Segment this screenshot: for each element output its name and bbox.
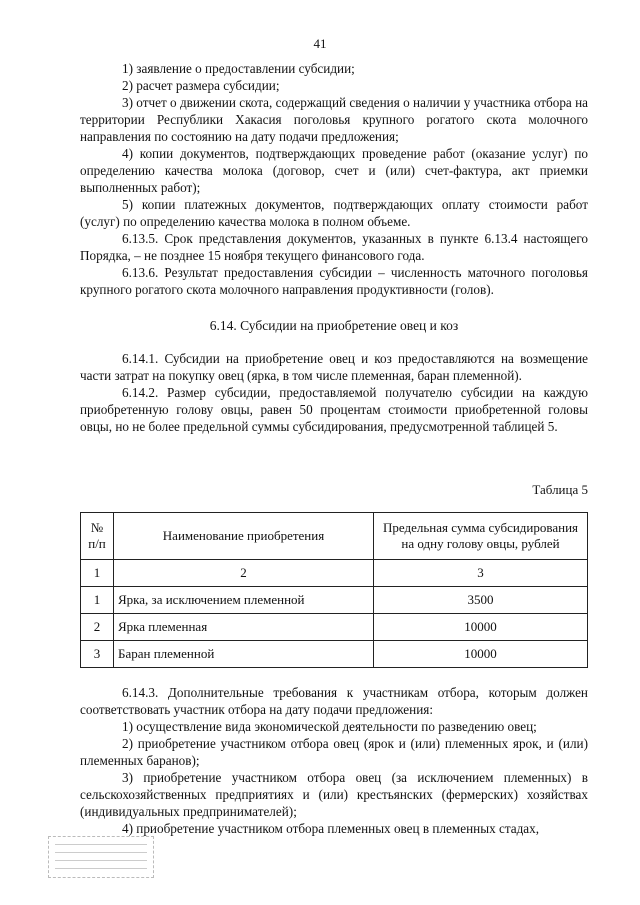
row-name: Ярка, за исключением племенной bbox=[114, 587, 374, 614]
list-item: 2) расчет размера субсидии; bbox=[122, 78, 280, 93]
row-name: Баран племенной bbox=[114, 641, 374, 668]
clause-6-13-6: 6.13.6. Результат предоставления субсидии – численность маточного поголовья крупного рогатого скота молочного направления продуктивности (голов). bbox=[80, 265, 588, 297]
clause-6-14-2: 6.14.2. Размер субсидии, предоставляемой получателю субсидии на каждую приобретенную голову овцы, равен 50 процентам стоимости приобретенной головы овцы, но не более предельной суммы субсидирования, предусмотренной таблицей 5. bbox=[80, 385, 588, 434]
table-header-row bbox=[81, 513, 588, 560]
faint-stamp bbox=[48, 836, 154, 878]
header-amount: Предельная сумма субсидирования на одну голову овцы, рублей bbox=[374, 513, 588, 560]
list-item: 5) копии платежных документов, подтверждающих оплату стоимости работ (услуг) по определению качества молока в полном объеме. bbox=[80, 197, 588, 229]
section-body bbox=[80, 350, 588, 435]
list-item: 4) копии документов, подтверждающих проведение работ (оказание услуг) по определению качества молока (договор, счет и (или) счет-фактура, акт приемки выполненных работ); bbox=[80, 146, 588, 195]
row-amount: 3500 bbox=[374, 587, 588, 614]
list-item: 1) осуществление вида экономической деятельности по разведению овец; bbox=[122, 719, 537, 734]
column-number: 2 bbox=[114, 560, 374, 587]
column-number: 1 bbox=[81, 560, 114, 587]
header-name: Наименование приобретения bbox=[114, 513, 374, 560]
list-item: 3) отчет о движении скота, содержащий сведения о наличии у участника отбора на территории Республики Хакасия поголовья крупного рогатого скота молочного направления по состоянию на дату подачи предложения; bbox=[80, 95, 588, 144]
clause-6-13-5: 6.13.5. Срок представления документов, указанных в пункте 6.13.4 настоящего Порядка, – не позднее 15 ноября текущего финансового года. bbox=[80, 231, 588, 263]
additional-requirements bbox=[80, 684, 588, 837]
table-column-numbers bbox=[81, 560, 588, 587]
row-number: 2 bbox=[81, 614, 114, 641]
row-amount: 10000 bbox=[374, 614, 588, 641]
section-heading: 6.14. Субсидии на приобретение овец и коз bbox=[209, 318, 459, 333]
requirements-list bbox=[80, 60, 588, 298]
page-number: 41 bbox=[313, 36, 327, 51]
row-name: Ярка племенная bbox=[114, 614, 374, 641]
list-item: 4) приобретение участником отбора племенных овец в племенных стадах, bbox=[122, 821, 540, 836]
header-number: № п/п bbox=[81, 513, 114, 560]
table-row bbox=[81, 614, 588, 641]
clause-6-14-3: 6.14.3. Дополнительные требования к участникам отбора, которым должен соответствовать участник отбора на дату подачи предложения: bbox=[80, 685, 588, 717]
subsidy-table bbox=[80, 512, 588, 668]
table-row bbox=[81, 641, 588, 668]
list-item: 3) приобретение участником отбора овец (за исключением племенных) в сельскохозяйственных предприятиях и (или) крестьянских (фермерских) хозяйствах (индивидуальных предпринимателей); bbox=[80, 770, 588, 819]
list-item: 2) приобретение участником отбора овец (ярок и (или) племенных ярок, и (или) племенных баранов); bbox=[80, 736, 588, 768]
table-caption: Таблица 5 bbox=[532, 482, 588, 497]
list-item: 1) заявление о предоставлении субсидии; bbox=[122, 61, 355, 76]
column-number: 3 bbox=[374, 560, 588, 587]
clause-6-14-1: 6.14.1. Субсидии на приобретение овец и коз предоставляются на возмещение части затрат на покупку овец (ярка, в том числе племенная, баран племенной). bbox=[80, 351, 588, 383]
table-row bbox=[81, 587, 588, 614]
row-number: 1 bbox=[81, 587, 114, 614]
row-amount: 10000 bbox=[374, 641, 588, 668]
row-number: 3 bbox=[81, 641, 114, 668]
